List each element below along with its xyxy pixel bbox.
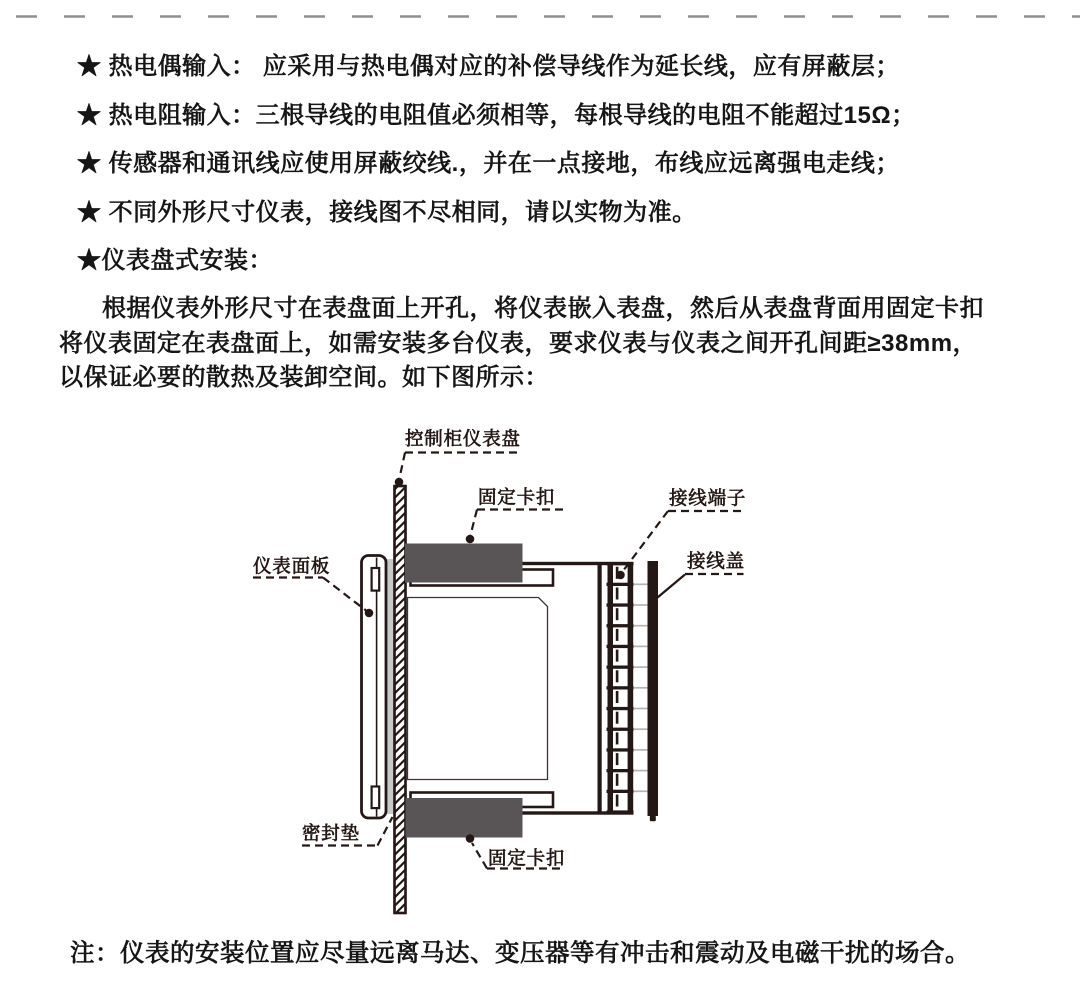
paragraph-line: 根据仪表外形尺寸在表盘面上开孔，将仪表嵌入表盘，然后从表盘背面用固定卡扣 [102, 295, 984, 322]
paragraph-line: 将仪表固定在表盘面上，如需安装多台仪表，要求仪表与仪表之间开孔间距≥38mm， [59, 329, 978, 357]
gasket-strip [387, 559, 395, 814]
hatched-panel-bar [395, 486, 406, 913]
fixing-clamp-bottom [406, 798, 523, 838]
dot-front-panel [365, 609, 374, 618]
label-clamp-bottom: 固定卡扣 [488, 847, 566, 869]
bullet-item-rtd: ★ 热电阻输入：三根导线的电阻值必须相等，每根导线的电阻不能超过15Ω； [77, 101, 916, 129]
dot-panel [395, 478, 404, 487]
label-gasket: 密封垫 [302, 822, 360, 844]
leader-cover [658, 575, 686, 598]
dot-clamp-bottom [466, 834, 475, 843]
leader-clamp-top [471, 510, 564, 536]
terminal-ladder [598, 562, 648, 814]
dot-terminals [616, 571, 625, 580]
case-inner-outline [408, 598, 548, 780]
label-cover: 接线盖 [687, 550, 745, 572]
label-terminals: 接线端子 [669, 487, 747, 509]
dot-clamp-top [466, 535, 475, 544]
label-front-panel: 仪表面板 [253, 555, 331, 577]
label-clamp-top: 固定卡扣 [478, 486, 556, 508]
bullet-item-size-note: ★ 不同外形尺寸仪表，接线图不尽相同，请以实物为准。 [77, 198, 697, 226]
bullet-item-shielded-wiring: ★ 传感器和通讯线应使用屏蔽绞线.，并在一点接地，布线应远离强电走线； [77, 150, 900, 178]
front-bezel [362, 556, 387, 819]
paragraph-line: 以保证必要的散热及装卸空间。如下图所示： [59, 364, 549, 392]
bottom-note: 注：仪表的安装位置应尽量远离马达、变压器等有冲击和震动及电磁干扰的场合。 [70, 940, 970, 967]
label-panel: 控制柜仪表盘 [405, 428, 521, 449]
bullet-item-panel-mount-heading: ★仪表盘式安装： [77, 247, 273, 275]
leader-panel [399, 453, 517, 480]
leader-front-panel [253, 578, 366, 611]
fixing-clamp-top [405, 544, 523, 583]
bullet-item-thermocouple: ★ 热电偶输入： 应采用与热电偶对应的补偿导线作为延长线，应有屏蔽层； [77, 53, 900, 80]
terminal-cover-bar [648, 561, 659, 821]
